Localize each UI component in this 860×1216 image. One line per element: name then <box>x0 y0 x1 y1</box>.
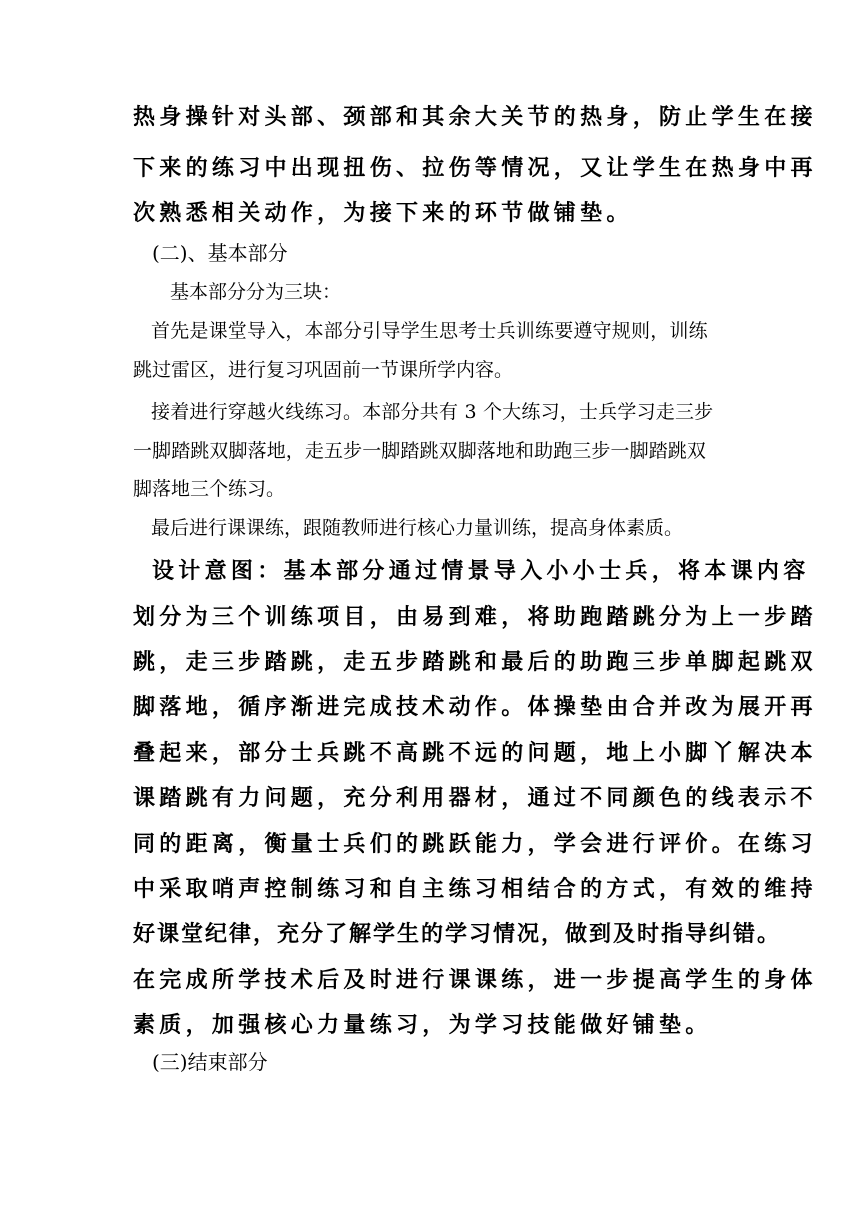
section-two-heading: (二)、基本部分 <box>152 241 288 265</box>
design-line-7: 同的距离，衡量士兵们的跳跃能力，学会进行评价。在练习 <box>133 831 817 857</box>
next-paragraph-line-2: 一脚踏跳双脚落地，走五步一脚踏跳双脚落地和助跑三步一脚踏跳双 <box>133 440 707 462</box>
design-line-5: 叠起来，部分士兵跳不高跳不远的问题，地上小脚丫解决本 <box>133 740 817 766</box>
next-paragraph-line-1: 接着进行穿越火线练习。本部分共有 3 个大练习，士兵学习走三步 <box>151 401 714 423</box>
first-paragraph-line-2: 跳过雷区，进行复习巩固前一节课所学内容。 <box>133 359 514 381</box>
design-line-9: 好课堂纪律，充分了解学生的学习情况，做到及时指导纠错。 <box>133 921 782 947</box>
design-line-4: 脚落地，循序渐进完成技术动作。体操垫由合并改为展开再 <box>133 694 817 720</box>
basic-intro: 基本部分分为三块： <box>170 281 342 303</box>
intro-line-1: 热身操针对头部、颈部和其余大关节的热身，防止学生在接 <box>133 104 817 130</box>
design-line-6: 课踏跳有力问题，充分利用器材，通过不同颜色的线表示不 <box>133 785 817 811</box>
design-line-1: 设计意图：基本部分通过情景导入小小士兵，将本课内容 <box>152 558 810 584</box>
last-paragraph: 最后进行课课练，跟随教师进行核心力量训练，提高身体素质。 <box>151 517 684 539</box>
design-line-2: 划分为三个训练项目，由易到难，将助跑踏跳分为上一步踏 <box>133 604 817 630</box>
intro-line-2: 下来的练习中出现扭伤、拉伤等情况，又让学生在热身中再 <box>133 155 817 181</box>
section-three-heading: (三)结束部分 <box>152 1050 268 1074</box>
first-paragraph-line-1: 首先是课堂导入，本部分引导学生思考士兵训练要遵守规则，训练 <box>151 320 708 342</box>
design-line-10: 在完成所学技术后及时进行课课练，进一步提高学生的身体 <box>133 967 817 993</box>
next-paragraph-line-3: 脚落地三个练习。 <box>133 478 286 500</box>
design-line-8: 中采取哨声控制练习和自主练习相结合的方式，有效的维持 <box>133 876 817 902</box>
design-line-3: 跳，走三步踏跳，走五步踏跳和最后的助跑三步单脚起跳双 <box>133 649 817 675</box>
intro-line-3: 次熟悉相关动作，为接下来的环节做铺垫。 <box>133 200 633 226</box>
design-line-11: 素质，加强核心力量练习，为学习技能做好铺垫。 <box>133 1012 712 1038</box>
